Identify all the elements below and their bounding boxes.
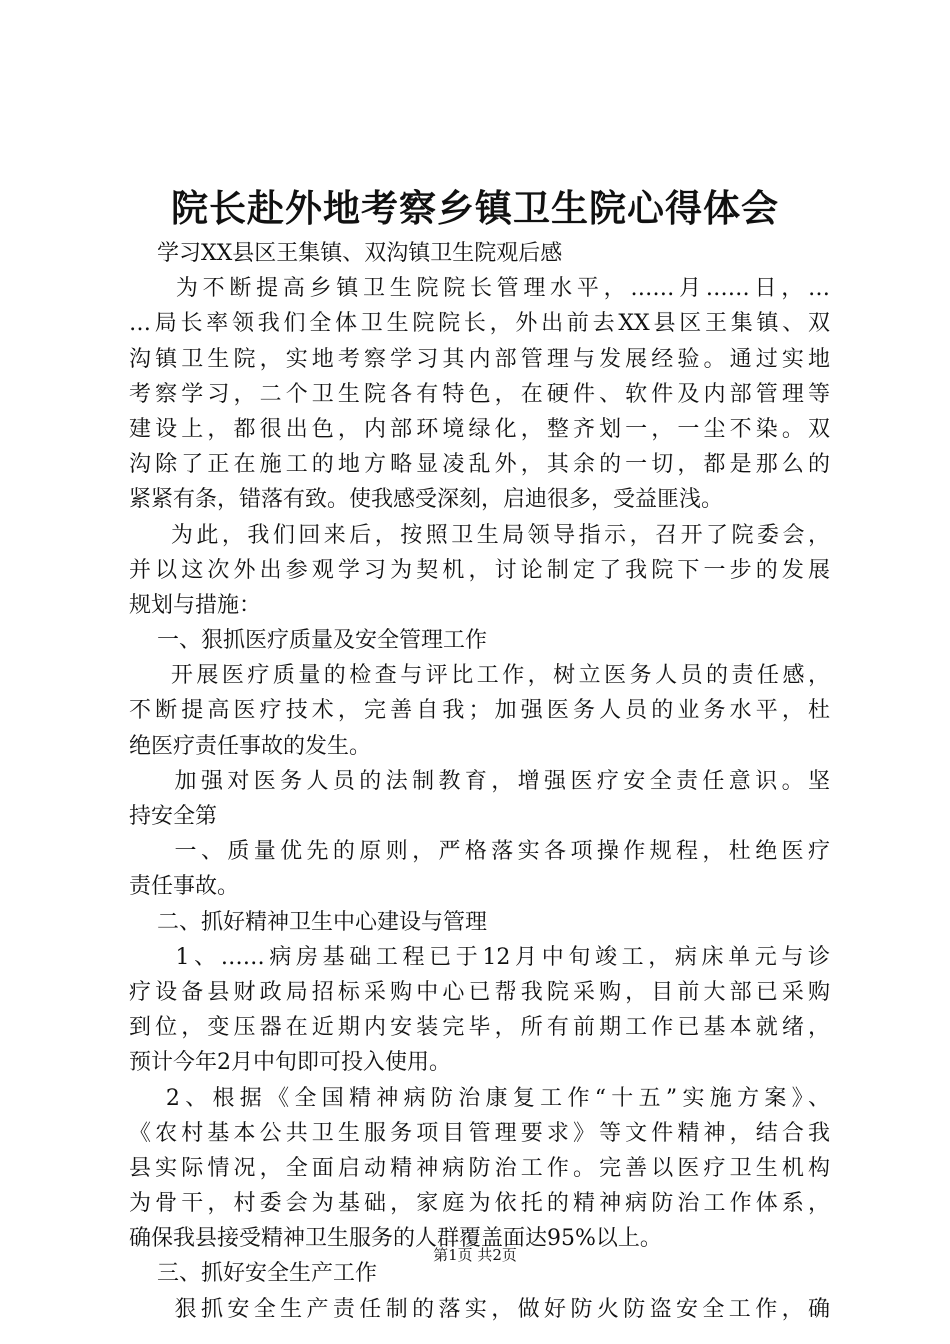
text-line: 责任事故。	[129, 874, 240, 900]
text-line: 确保我县接受精神卫生服务的人群覆盖面达95%以上。	[129, 1226, 662, 1252]
document-body	[129, 236, 830, 1327]
text-line: 1、……病房基础工程已于12月中旬竣工，病床单元与诊	[129, 944, 830, 970]
text-line: 并以这次外出参观学习为契机，讨论制定了我院下一步的发展	[129, 557, 830, 583]
text-line: 考察学习，二个卫生院各有特色，在硬件、软件及内部管理等	[129, 381, 830, 407]
text-line: 三、抓好安全生产工作	[129, 1261, 377, 1287]
text-line: 疗设备县财政局招标采购中心已帮我院采购，目前大部已采购	[129, 979, 830, 1005]
text-line: 规划与措施：	[129, 592, 262, 618]
text-line: 加强对医务人员的法制教育，增强医疗安全责任意识。坚	[129, 768, 830, 794]
text-line: 为不断提高乡镇卫生院院长管理水平，……月……日，…	[129, 276, 830, 302]
text-line: 开展医疗质量的检查与评比工作，树立医务人员的责任感，	[129, 663, 830, 689]
text-line: 绝医疗责任事故的发生。	[129, 733, 372, 759]
text-line: 为骨干，村委会为基础，家庭为依托的精神病防治工作体系，	[129, 1191, 830, 1217]
text-line: 建设上，都很出色，内部环境绿化，整齐划一，一尘不染。双	[129, 416, 830, 442]
text-line: 县实际情况，全面启动精神病防治工作。完善以医疗卫生机构	[129, 1155, 830, 1181]
text-line: 二、抓好精神卫生中心建设与管理	[129, 909, 487, 935]
text-line: 2、根据《全国精神病防治康复工作“十五”实施方案》、	[129, 1085, 830, 1111]
text-line: 持安全第	[129, 804, 218, 829]
text-line: 《农村基本公共卫生服务项目管理要求》等文件精神，结合我	[129, 1120, 830, 1146]
page-footer: 第1页 共2页	[433, 1246, 517, 1264]
text-line: 沟镇卫生院，实地考察学习其内部管理与发展经验。通过实地	[129, 346, 830, 372]
text-line: 为此，我们回来后，按照卫生局领导指示，召开了院委会，	[129, 522, 830, 548]
text-line: 不断提高医疗技术，完善自我；加强医务人员的业务水平，杜	[129, 698, 830, 724]
text-line: 一、狠抓医疗质量及安全管理工作	[129, 628, 487, 654]
text-line: 沟除了正在施工的地方略显凌乱外，其余的一切，都是那么的	[129, 452, 830, 478]
text-line: 狠抓安全生产责任制的落实，做好防火防盗安全工作，确	[129, 1296, 830, 1322]
text-line: 预计今年2月中旬即可投入使用。	[129, 1050, 451, 1076]
text-line: 紧紧有条，错落有致。使我感受深刻，启迪很多，受益匪浅。	[129, 487, 724, 513]
text-line: 一、质量优先的原则，严格落实各项操作规程，杜绝医疗	[129, 839, 830, 865]
text-line: …局长率领我们全体卫生院院长，外出前去XX县区王集镇、双	[129, 311, 830, 337]
text-line: 学习XX县区王集镇、双沟镇卫生院观后感	[129, 241, 563, 266]
text-line: 到位，变压器在近期内安装完毕，所有前期工作已基本就绪，	[129, 1015, 830, 1041]
document-title: 院长赴外地考察乡镇卫生院心得体会	[171, 186, 779, 230]
